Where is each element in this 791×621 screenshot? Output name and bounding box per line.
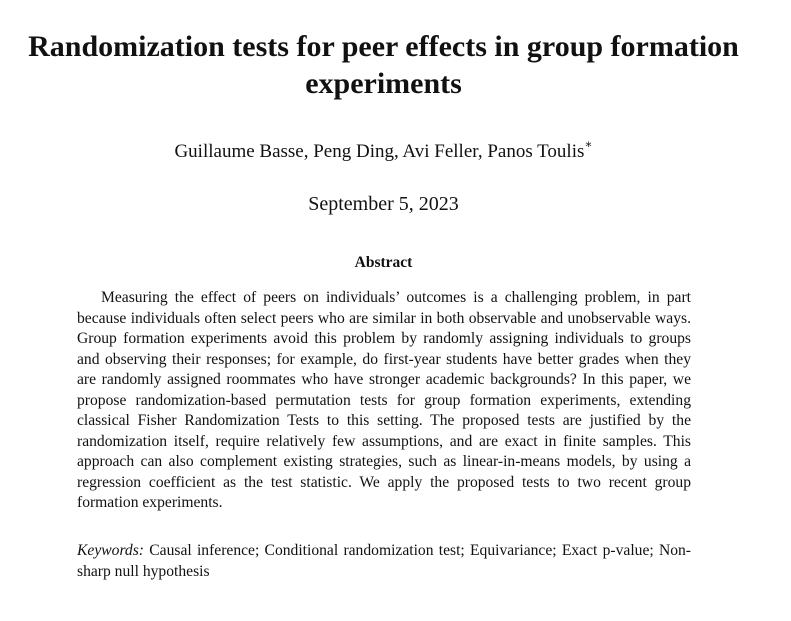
abstract-text: Measuring the effect of peers on individuals’ outcomes is a challenging problem, in part because individuals often select peers who are similar in both observable and unobservable ways. Group formation experiments avoid this problem by randomly assigning individuals to groups and observing their responses; for example, do first-year students have better grades when they are randomly assigned roommates who have stronger academic backgrounds? In this paper, we propose randomization-based permutation tests for group formation experiments, extending classical Fisher Randomization Tests to this setting. The proposed tests are justified by the randomization itself, require relatively few assumptions, and are exact in finite samples. This approach can also complement existing strategies, such as linear-in-means models, by using a regression coefficient as the test statistic. We apply the proposed tests to two recent group formation experiments. <box>77 289 691 511</box>
author-names: Guillaume Basse, Peng Ding, Avi Feller, Panos Toulis <box>174 141 585 162</box>
paper-title: Randomization tests for peer effects in group formation experiments <box>28 30 739 100</box>
keywords <box>77 540 691 582</box>
paper-date: September 5, 2023 <box>308 193 459 215</box>
keywords-label: Keywords: <box>77 542 144 559</box>
author-list <box>0 136 767 164</box>
author-footnote-mark: ∗ <box>584 136 593 151</box>
keywords-text: Causal inference; Conditional randomization test; Equivariance; Exact p-value; Non-sharp null hypothesis <box>77 542 691 580</box>
abstract-heading: Abstract <box>354 254 413 271</box>
